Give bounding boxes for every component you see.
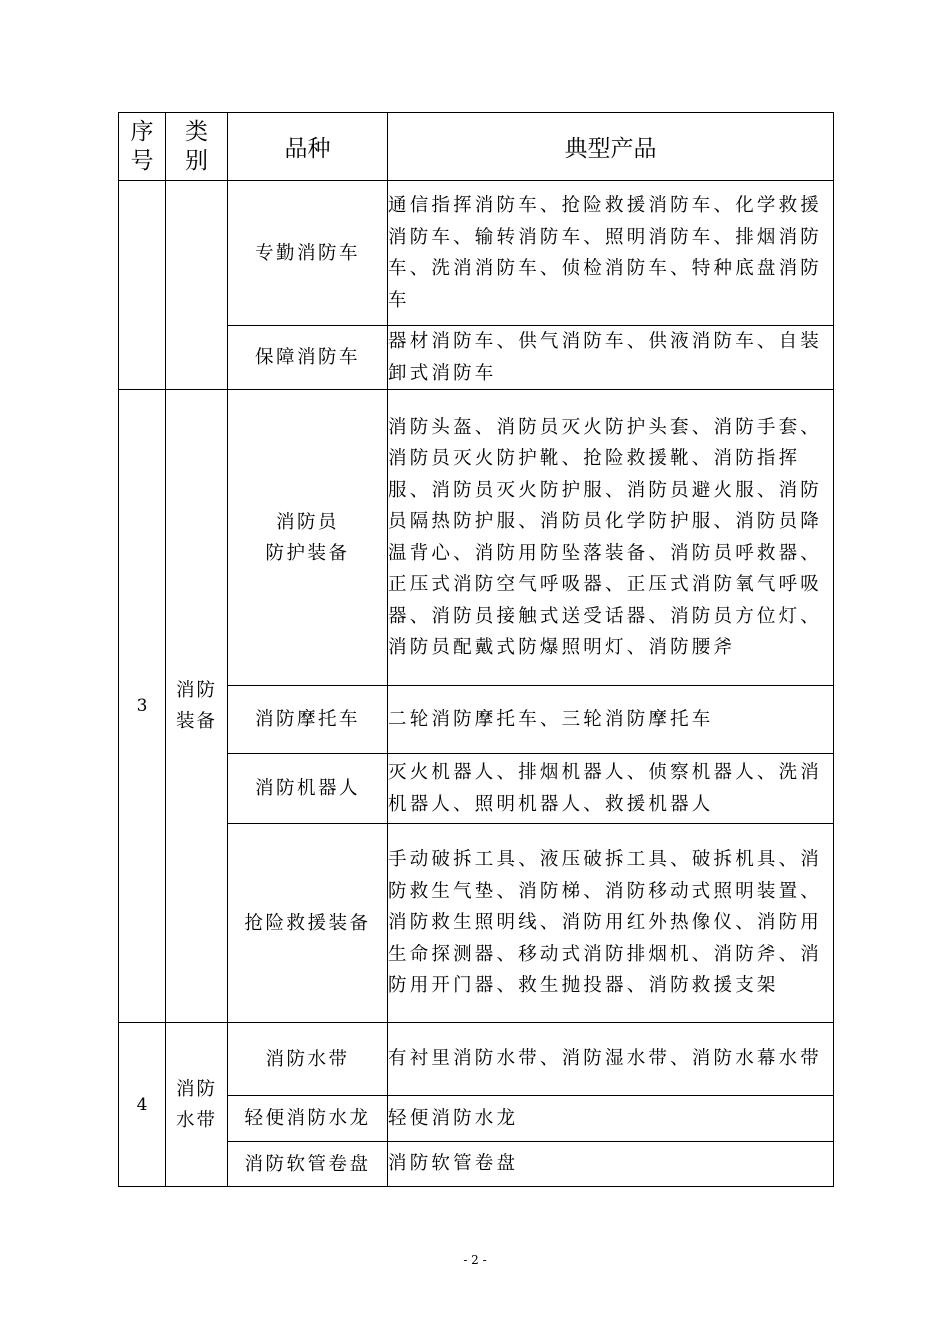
row-seq: 3 [119,390,166,1023]
table-row [119,1023,834,1096]
row-products: 通信指挥消防车、抢险救援消防车、化学救援消防车、输转消防车、照明消防车、排烟消防车、洗消消防车、侦检消防车、特种底盘消防车 [388,181,834,326]
header-products: 典型产品 [388,113,834,181]
page-number: - 2 - [463,1253,487,1267]
header-seq: 序 号 [119,113,166,181]
row-variety: 保障消防车 [228,326,388,390]
row-variety: 消防机器人 [228,754,388,824]
row-variety: 轻便消防水龙 [228,1096,388,1142]
row-products: 灭火机器人、排烟机器人、侦察机器人、洗消机器人、照明机器人、救援机器人 [388,754,834,824]
product-table [118,112,834,1187]
row-variety: 消防员 防护装备 [228,390,388,686]
row-variety: 消防软管卷盘 [228,1142,388,1187]
row-category [166,181,228,390]
row-products: 消防软管卷盘 [388,1142,834,1187]
row-products: 有衬里消防水带、消防湿水带、消防水幕水带 [388,1023,834,1096]
row-category: 消防 水带 [166,1023,228,1187]
row-products: 消防头盔、消防员灭火防护头套、消防手套、消防员灭火防护靴、抢险救援靴、消防指挥服、消防员灭火防护服、消防员避火服、消防员隔热防护服、消防员化学防护服、消防员降温背心、消防用防坠落装备、消防员呼救器、正压式消防空气呼吸器、正压式消防氧气呼吸器、消防员接触式送受话器、消防员方位灯、消防员配戴式防爆照明灯、消防腰斧 [388,390,834,686]
row-products: 二轮消防摩托车、三轮消防摩托车 [388,686,834,754]
row-category: 消防 装备 [166,390,228,1023]
header-category: 类 别 [166,113,228,181]
row-seq [119,181,166,390]
row-variety: 专勤消防车 [228,181,388,326]
row-products: 轻便消防水龙 [388,1096,834,1142]
header-variety: 品种 [228,113,388,181]
row-variety: 抢险救援装备 [228,824,388,1023]
row-seq: 4 [119,1023,166,1187]
row-variety: 消防摩托车 [228,686,388,754]
table-row [119,181,834,326]
row-variety: 消防水带 [228,1023,388,1096]
row-products: 手动破拆工具、液压破拆工具、破拆机具、消防救生气垫、消防梯、消防移动式照明装置、消防救生照明线、消防用红外热像仪、消防用生命探测器、移动式消防排烟机、消防斧、消防用开门器、救生抛投器、消防救援支架 [388,824,834,1023]
table-header-row [119,113,834,181]
row-products: 器材消防车、供气消防车、供液消防车、自装卸式消防车 [388,326,834,390]
table-row [119,390,834,686]
